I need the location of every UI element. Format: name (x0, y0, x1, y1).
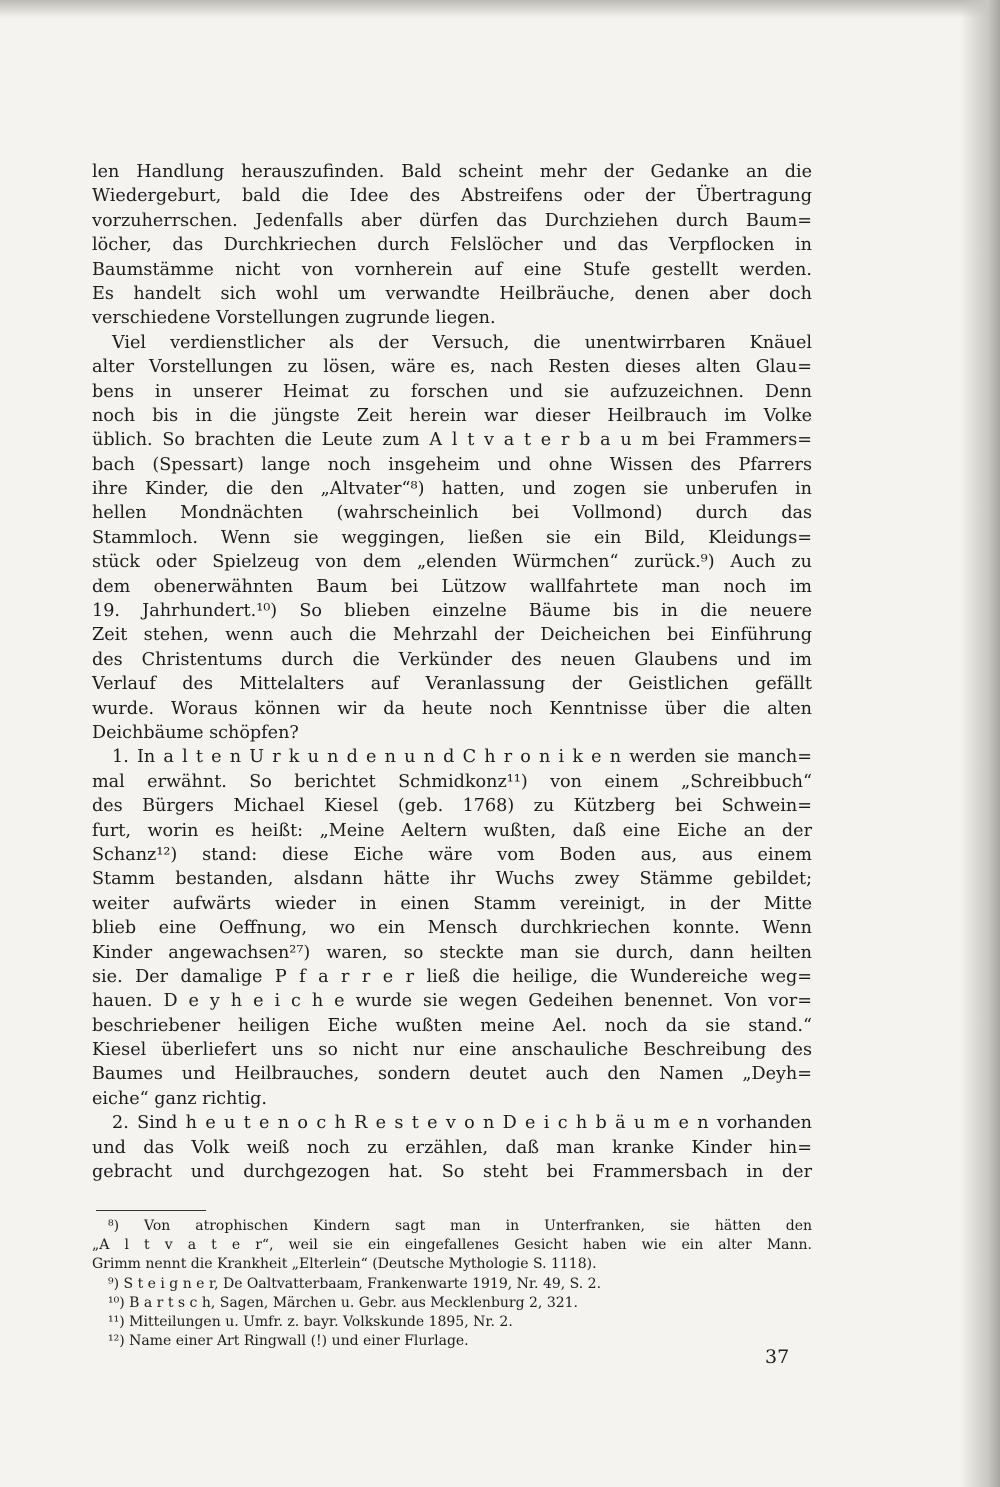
body-line: Baumstämme nicht von vornherein auf eine Stufe gestellt werden. (92, 259, 812, 280)
body-line: Viel verdienstlicher als der Versuch, die unentwirrbaren Knäuel (112, 332, 812, 353)
body-line: bach (Spessart) lange noch insgeheim und ohne Wissen des Pfarrers (92, 454, 812, 475)
scan-shadow-top (0, 0, 1000, 18)
body-line: wurde. Woraus können wir da heute noch Kenntnisse über die alten (92, 698, 812, 719)
footnote-line: ¹⁰) B a r t s c h, Sagen, Märchen u. Gebr. aus Mecklenburg 2, 321. (108, 1294, 579, 1311)
body-line: furt, worin es heißt: „Meine Aeltern wußten, daß eine Eiche an der (92, 820, 812, 841)
body-line: üblich. So brachten die Leute zum A l t v a t e r b a u m bei Frammers= (92, 430, 812, 451)
footnote-line: ⁹) S t e i g n e r, De Oaltvatterbaam, Frankenwarte 1919, Nr. 49, S. 2. (108, 1275, 602, 1292)
body-line: Verlauf des Mittelalters auf Veranlassung der Geistlichen gefällt (92, 674, 812, 695)
body-line: noch bis in die jüngste Zeit herein war dieser Heilbrauch im Volke (92, 405, 812, 426)
body-line: Kinder angewachsen²⁷) waren, so steckte man sie durch, dann heilten (92, 942, 812, 963)
body-line: Zeit stehen, wenn auch die Mehrzahl der Deicheichen bei Einführung (92, 625, 812, 646)
body-line: des Bürgers Michael Kiesel (geb. 1768) zu Kützberg bei Schwein= (92, 796, 812, 817)
page-number: 37 (765, 1346, 790, 1368)
body-line: Schanz¹²) stand: diese Eiche wäre vom Boden aus, aus einem (92, 844, 812, 865)
body-line: löcher, das Durchkriechen durch Felslöcher und das Verpflocken in (92, 235, 812, 256)
scan-shadow-right (960, 0, 1000, 1487)
body-line: des Christentums durch die Verkünder des neuen Glaubens und im (92, 649, 812, 670)
body-line: Baumes und Heilbrauches, sondern deutet auch den Namen „Deyh= (92, 1064, 812, 1085)
footnote-line: ⁸) Von atrophischen Kindern sagt man in Unterfranken, sie hätten den (108, 1218, 812, 1234)
body-line: gebracht und durchgezogen hat. So steht bei Frammersbach in der (92, 1162, 812, 1183)
body-line: Kiesel überliefert uns so nicht nur eine anschauliche Beschreibung des (92, 1040, 812, 1061)
body-line: hellen Mondnächten (wahrscheinlich bei Vollmond) durch das (92, 503, 812, 524)
body-text (92, 160, 812, 1184)
body-line: beschriebener heiligen Eiche wußten meine Ael. noch da sie stand.“ (92, 1015, 812, 1036)
body-line: dem obenerwähnten Baum bei Lützow wallfahrtete man noch im (92, 576, 812, 597)
body-line: Stammloch. Wenn sie weggingen, ließen sie ein Bild, Kleidungs= (92, 527, 812, 548)
body-line: ihre Kinder, die den „Altvater“⁸) hatten, und zogen sie unberufen in (92, 479, 812, 500)
body-line: 2. Sind h e u t e n o c h R e s t e v o n D e i c h b ä u m e n vorhanden (112, 1113, 812, 1134)
body-line: Es handelt sich wohl um verwandte Heilbräuche, denen aber doch (92, 283, 812, 304)
body-line: hauen. D e y h e i c h e wurde sie wegen Gedeihen benennet. Von vor= (92, 991, 812, 1012)
footnote-line: ¹¹) Mitteilungen u. Umfr. z. bayr. Volkskunde 1895, Nr. 2. (108, 1313, 513, 1330)
body-line: bens in unserer Heimat zu forschen und sie aufzuzeichnen. Denn (92, 381, 812, 402)
body-line: und das Volk weiß noch zu erzählen, daß man kranke Kinder hin= (92, 1137, 812, 1158)
footnotes (92, 1210, 812, 1351)
body-line: len Handlung herauszufinden. Bald scheint mehr der Gedanke an die (92, 162, 812, 182)
footnote-rule (96, 1210, 206, 1211)
body-line: eiche“ ganz richtig. (92, 1088, 267, 1109)
body-line: stück oder Spielzeug von dem „elenden Würmchen“ zurück.⁹) Auch zu (92, 552, 812, 573)
body-line: Deichbäume schöpfen? (92, 722, 299, 743)
body-line: 1. In a l t e n U r k u n d e n u n d C h r o n i k e n werden sie manch= (112, 747, 812, 768)
footnote-line: „A l t v a t e r“, weil sie ein eingefallenes Gesicht haben wie ein alter Mann. (92, 1237, 812, 1254)
body-line: alter Vorstellungen zu lösen, wäre es, nach Resten dieses alten Glau= (92, 357, 812, 378)
body-line: verschiedene Vorstellungen zugrunde liegen. (92, 308, 496, 329)
footnote-line: ¹²) Name einer Art Ringwall (!) und einer Flurlage. (108, 1333, 469, 1350)
body-line: 19. Jahrhundert.¹⁰) So blieben einzelne Bäume bis in die neuere (92, 601, 812, 622)
body-line: Wiedergeburt, bald die Idee des Abstreifens oder der Übertragung (92, 186, 812, 207)
footnote-line: Grimm nennt die Krankheit „Elterlein“ (Deutsche Mythologie S. 1118). (92, 1256, 597, 1273)
body-line: blieb eine Oeffnung, wo ein Mensch durchkriechen konnte. Wenn (92, 918, 812, 939)
body-line: mal erwähnt. So berichtet Schmidkonz¹¹) von einem „Schreibbuch“ (92, 771, 812, 792)
body-line: vorzuherrschen. Jedenfalls aber dürfen das Durchziehen durch Baum= (92, 210, 812, 231)
body-line: sie. Der damalige P f a r r e r ließ die heilige, die Wundereiche weg= (92, 966, 812, 987)
body-line: Stamm bestanden, alsdann hätte ihr Wuchs zwey Stämme gebildet; (92, 869, 812, 890)
body-line: weiter aufwärts wieder in einen Stamm vereinigt, in der Mitte (92, 893, 812, 914)
